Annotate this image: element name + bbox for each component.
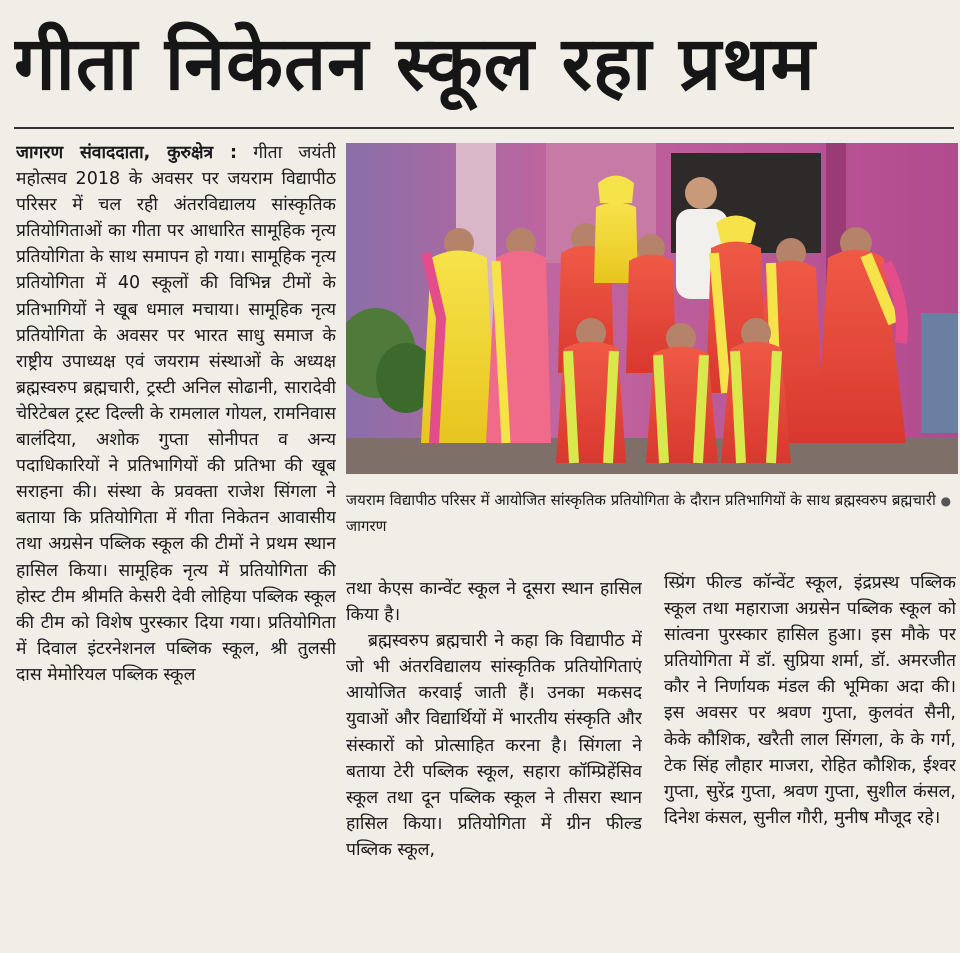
article-column-2 [346,576,642,944]
column-2-paragraph-2: ब्रह्मस्वरुप ब्रह्मचारी ने कहा कि विद्यापीठ में जो भी अंतरविद्यालय सांस्कृतिक प्रतियोगिताएं आयोजित करवाई जाती हैं। उनका मकसद युवाओं और विद्यार्थियों में भारतीय संस्कृति और संस्कारों को प्रोत्साहित करना है। सिंगला ने बताया टेरी पब्लिक स्कूल, सहारा कॉम्प्रिहेंसिव स्कूल तथा दून पब्लिक स्कूल ने तीसरा स्थान हासिल किया। प्रतियोगिता में ग्रीन फील्ड पब्लिक स्कूल, [346,631,642,860]
article-headline: गीता निकेतन स्कूल रहा प्रथम [14,21,816,107]
caption-bullet-icon: ● [940,494,952,508]
caption-credit: जागरण [346,517,387,535]
photo-caption [346,488,958,539]
article-column-1 [16,140,336,940]
event-photo [346,143,958,474]
headline-rule [14,127,954,129]
column-3-text: स्प्रिंग फील्ड कॉन्वेंट स्कूल, इंद्रप्रस्थ पब्लिक स्कूल तथा महाराजा अग्रसेन पब्लिक स्कूल को सांत्वना पुरस्कार हासिल हुआ। इस मौके पर प्रतियोगिता में डॉ. सुप्रिया शर्मा, डॉ. अमरजीत कौर ने निर्णायक मंडल की भूमिका अदा की। इस अवसर पर श्रवण गुप्ता, कुलवंत सैनी, केके कौशिक, खरैती लाल सिंगला, के के गर्ग, टेक सिंह लौहार माजरा, रोहित कौशिक, ईश्वर गुप्ता, सुरेंद्र गुप्ता, श्रवण गुप्ता, सुशील कंसल, दिनेश कंसल, सुनील गौरी, मुनीष मौजूद रहे। [664,573,956,828]
column-1-text: गीता जयंती महोत्सव 2018 के अवसर पर जयराम विद्यापीठ परिसर में चल रही अंतरविद्यालय सांस्कृतिक प्रतियोगिताओं का गीता पर आधारित सामूहिक नृत्य प्रतियोगिता के साथ समापन हो गया। सामूहिक नृत्य प्रतियोगिता में 40 स्कूलों की विभिन्न टीमों के प्रतिभागियों ने खूब धमाल मचाया। सामूहिक नृत्य प्रतियोगिता के अवसर पर भारत साधु समाज के राष्ट्रीय उपाध्यक्ष एवं जयराम संस्थाओं के अध्यक्ष ब्रह्मस्वरुप ब्रह्मचारी, ट्रस्टी अनिल सोढानी, सारादेवी चेरिटेबल ट्रस्ट दिल्ली के रामलाल गोयल, रामनिवास बालंदिया, अशोक गुप्ता सोनीपत व अन्य पदाधिकारियों ने प्रतिभागियों की प्रतिभा की खूब सराहना की। संस्था के प्रवक्ता राजेश सिंगला ने बताया कि प्रतियोगिता में गीता निकेतन आवासीय तथा अग्रसेन पब्लिक स्कूल की टीमों ने प्रथम स्थान हासिल किया। सामूहिक नृत्य में प्रतियोगिता की होस्ट टीम श्रीमति केसरी देवी लोहिया पब्लिक स्कूल की टीम को विशेष पुरस्कार दिया गया। प्रतियोगिता में दिवाल इंटरनेशनल पब्लिक स्कूल, श्री तुलसी दास मेमोरियल पब्लिक स्कूल [16,143,336,685]
column-2-paragraph-1: तथा केएस कान्वेंट स्कूल ने दूसरा स्थान हासिल किया है। [346,579,642,626]
article-column-3 [664,570,956,944]
caption-text: जयराम विद्यापीठ परिसर में आयोजित सांस्कृतिक प्रतियोगिता के दौरान प्रतिभागियों के साथ ब्रह्मस्वरुप ब्रह्मचारी [346,491,936,509]
dateline: जागरण संवाददाता, कुरुक्षेत्र : [16,143,237,163]
